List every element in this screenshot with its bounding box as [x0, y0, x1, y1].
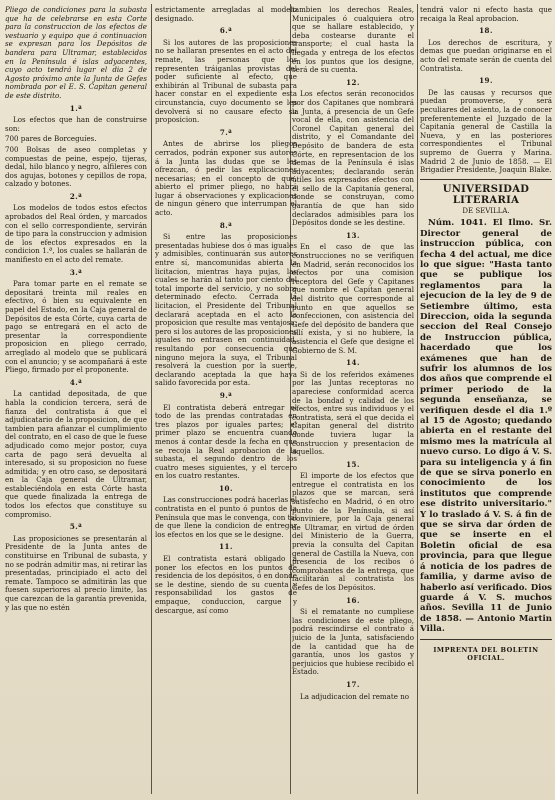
clause-text: tambien los derechos Reales, Municipales ó cualquiera otro que se hallare establecido, y deba costearse durante el transporte; el cual hasta la llegada y entrega de los efectos en los puntos que los designe, será de su cuenta.	[292, 6, 414, 75]
clause-number: 12.	[346, 77, 360, 87]
clause-number: 9.ª	[219, 390, 233, 400]
clause-text: El contratista estará obligado á poner los efectos en los puntos de residencia de los depósitos, ó en donde se le destine, siendo de su cuenta y responsabilidad los gastos de empaque, conduccion, cargue y descargue, así como	[155, 554, 297, 615]
university-subheading: DE SEVILLA.	[462, 206, 510, 215]
clause-text: Los modelos de todos estos efectos aprobados del Real órden, y marcados con el sello correspondiente, servirán de tipo para la construccion y admision de los efectos expresados en la condicion 1.ª, los cuales se hallarán de manifiesto en el acto del remate.	[5, 203, 147, 265]
clause-text: Los derechos de escritura, y demas que puedan originarse en el acto del remate serán de cuenta del Contratista.	[420, 37, 552, 73]
section-divider	[420, 639, 552, 640]
clause-text: De las causas y recursos que puedan promoverse, y será peculiares del asiento, la de conocer preferentemente el Juzgado de la Capitanía general de Castilla la Nueva, y en las posteriores correspondientes el Tribunal supremo de Guerra y Marina. Madrid 2 de Junio de 1858. — El Brigadier Presidente, Joaquin Blake.	[420, 87, 552, 175]
clause-number: 8.ª	[219, 220, 233, 230]
printer-footer: IMPRENTA DEL BOLETIN OFICIAL.	[433, 645, 539, 663]
clause-text: 700 pares de Borceguíes.	[5, 134, 97, 144]
clause-text: Las proposiciones se presentarán al Presidente de la Junta antes de constituirse en Tribunal de subasta, y no se podrán admitir mas, ni retirar las presentadas, principiado el acto del remate. Tampoco se admitirán las que fuesen superiores al precio limite, las que carezcan de la garantía prevenida, y las que no estén	[5, 533, 147, 612]
clause-text: En el caso de que las construcciones no se verifiquen en Madrid, serán reconocidos los efectos por una comision receptora del Gefe y Capitanes que nombre el Capitan general del distrito que corresponde al punto en que aquellos se confeccionen, con asistencia del Gefe del depósito de bandera que allí exista, y si no hubiere, la asistencia el Gefe que designe el Gobierno de S. M.	[292, 242, 414, 355]
column-1	[5, 6, 147, 792]
clause-number: 17.	[346, 679, 360, 689]
clause-number: 7.ª	[219, 127, 233, 137]
clause-number: 19.	[479, 76, 493, 86]
clause-text: La cantidad depositada, de que habla la condicion tercera, será de fianza del contratista á que el adjudicatario de la proposicion, de que tambien para afianzar el cumplimiento del contrato, en el caso de que le fuese adjudicado como mejor postor, cuya carta de pago será devuelta al interesado, si su proposicion no fuese admitida; y en otro caso, se depositará en la Caja general de Ultramar, estableciéndola en esta Córte hasta que quede finalizada la entrega de todos los efectos que constituye su compromiso.	[5, 389, 147, 519]
clause-text: Antes de abrirse los pliegos cerrados, podrán exponer sus autores á la Junta las dudas que se les ofrezcan, ó pedir las explicaciones necesarias; en el concepto de que, abierto el primer pliego, no habrá lugar á observaciones y explicaciones de ningun género que interrumpan el acto.	[155, 139, 297, 218]
clause-text: Los efectos que han de construirse son:	[5, 115, 147, 133]
clause-number: 11.	[219, 542, 233, 552]
column-rule	[151, 4, 152, 794]
column-4	[420, 6, 552, 792]
clause-number: 5.ª	[69, 522, 83, 532]
clause-number: 4.ª	[69, 377, 83, 387]
clause-number: 2.ª	[69, 191, 83, 201]
column-rule	[417, 4, 418, 794]
clause-text: El contratista deberá entregar el todo de las prendas contratadas en tres plazos por iguales partes; el primer plazo se encuentra cuando menos á contar desde la fecha en que se recoja la Real aprobacion de la subasta, el segundo dentro de los cuatro meses siguientes, y el tercero en los cuatro restantes.	[155, 402, 297, 481]
clause-number: 13.	[346, 230, 360, 240]
clause-number: 18.	[479, 26, 493, 36]
clause-text: Si de los referidos exámenes por las Juntas receptoras no apareciese conformidad acerca de la bondad y calidad de los efectos, entre sus individuos y el contratista, será el que decida el Capitan general del distrito donde tuviera lugar la construccion y presentacion de aquellos.	[292, 369, 414, 457]
clause-number: 15.	[346, 459, 360, 469]
clause-text: estrictamente arregladas al modelo designado.	[155, 6, 297, 23]
clause-number: 6.ª	[219, 26, 233, 36]
clause-text: Si los autores de las proposiciones no se hallaran presentes en el acto del remate, las personas que los representen tráiganlas provistas del poder suficiente al efecto, que exhibirán al Tribunal de subasta para hacer constar en el expediente esta circunstancia, cuyo documento se les devolverá si no causare efecto su proposicion.	[155, 37, 297, 125]
clause-text: La adjudicacion del remate no	[300, 691, 410, 701]
clause-number: 1.ª	[69, 103, 83, 113]
clause-text: tendrá valor ni efecto hasta que recaiga la Real aprobacion.	[420, 6, 552, 23]
clause-text: Para tomar parte en el remate se depositará treinta mil reales en efectivo, ó bien su equivalente en papel del Estado, en la Caja general de Depósitos de esta Córte, cuya carta de pago se entregará en el acto de presentar la correspondiente proposicion en pliego cerrado, arreglado al modelo que se publicará con el anuncio; y se acompañará á este Pliego, firmado por el proponente.	[5, 279, 147, 375]
clause-number: 10.	[219, 483, 233, 493]
clause-number: 3.ª	[69, 267, 83, 277]
clause-number: 14.	[346, 358, 360, 368]
clause-number: 16.	[346, 595, 360, 605]
tender-intro: Pliego de condiciones para la subasta que ha de celebrarse en esta Corte para la construccion de los efectos de vestuario y equipo que á continuacion se expresan para los Depósitos de bandera para Ultramar, establecidos en la Península é islas adyacentes, cuyo acto tendrá lugar el dia 2 de Agosto próximo ante la Junta de Gefes nombrada por el E. S. Capitan general de este distrito.	[5, 6, 147, 100]
clause-text: Si entre las proposiciones presentadas hubiese dos ó mas iguales y admisibles, continuarán sus autores entre sí, mancomunidas abierta la licitacion, mientras haya pujas, las cuales se harán al tanto por ciento del total importe del servicio, y no sobre determinado efecto. Cerrada la licitacion, el Presidente del Tribunal declarará aceptada en el acto la proposicion que resulte mas ventajosa; pero si los autores de las proposiciones iguales no entrasen en continuidad, resultando por consecuencia que ninguno mejora la suya, el Tribunal resolverá la cuestion por la suerte, declarando aceptada la que haya salido favorecida por esta.	[155, 232, 297, 388]
university-heading: UNIVERSIDAD LITERARIA	[442, 183, 530, 206]
column-2	[155, 6, 297, 792]
clause-text: Si el rematante no cumpliese las condiciones de este pliego, podrá rescindirse el contrato á juicio de la Junta, satisfaciendo de la cantidad que ha de garantía, unos los gastos y perjuicios que hubiese recibido el Estado.	[292, 607, 414, 677]
edict-text: Núm. 1041. El Ilmo. Sr. Director general de instruccion pública, con fecha 4 del actual, me dice lo que sigue: "Hasta tanto que se publique los reglamentos para la ejecucion de la ley de 9 de Setiembre último, esta Direccion, oida la segunda seccion del Real Consejo de Instruccion pública, hacerdado que los exámenes que han de sufrir los alumnos de los dos años que comprende el primer periodo de la segunda enseñanza, se verifiquen desde el dia 1.º al 15 de Agosto; quedando abierta en el restante del mismo mes la matrícula al nuevo curso. Lo digo á V. S. para su inteligencia y á fin de que se sirva ponerlo en conocimiento de los institutos que comprende ese distrito universitario." Y lo traslado á V. S. á fin de que se sirva dar órden de que se inserte en el Boletin oficial de esa provincia, para que llegue á noticia de los padres de familia, y darme aviso de haberlo así verificado. Dios guarde á V. S. muchos años. Sevilla 11 de Junio de 1858. — Antonio Martin Villa.	[420, 218, 552, 635]
section-divider	[420, 179, 552, 180]
column-3	[292, 6, 414, 792]
clause-text: 700 Bolsas de aseo completas y compuestas de peine, espejo, tijeras, dedal, hilo blanco y negro, alfileres con dos agujas, botones y cepillos de ropa, calzado y botones.	[5, 144, 147, 189]
clause-text: Las construcciones podrá hacerlas el contratista en el punto ó puntos de la Península que mas le convenga, con tal de que llene la condicion de entregar los efectos en los que se le designe.	[155, 495, 297, 539]
clause-text: El importe de los efectos que entregue el contratista en los plazos que se marcan, será satisfecho en Madrid, ó en otro punto de la Península, si así conviniere, por la Caja general de Ultramar, en virtud de órden del Ministerio de la Guerra, previa la consulta del Capitan general de Castilla la Nueva, con presencia de los recibos ó comprobantes de la entrega, que facilitarán al contratista los Gefes de los Depósitos.	[292, 471, 414, 592]
clause-text: Los efectos serán reconocidos por dos Capitanes que nombrará la Junta, á presencia de un Gefe vocal de ella, con asistencia del Coronel Capitan general del distrito, y el Comandante del Depósito de bandera de esta Córte, en representacion de los demas de la Península é islas adyacentes; declarando serán útiles los expresados efectos con el sello de la Capitanía general, donde se construyan, como garantía de que han sido declarados admisibles para los Depósitos donde se les destine.	[292, 89, 414, 228]
